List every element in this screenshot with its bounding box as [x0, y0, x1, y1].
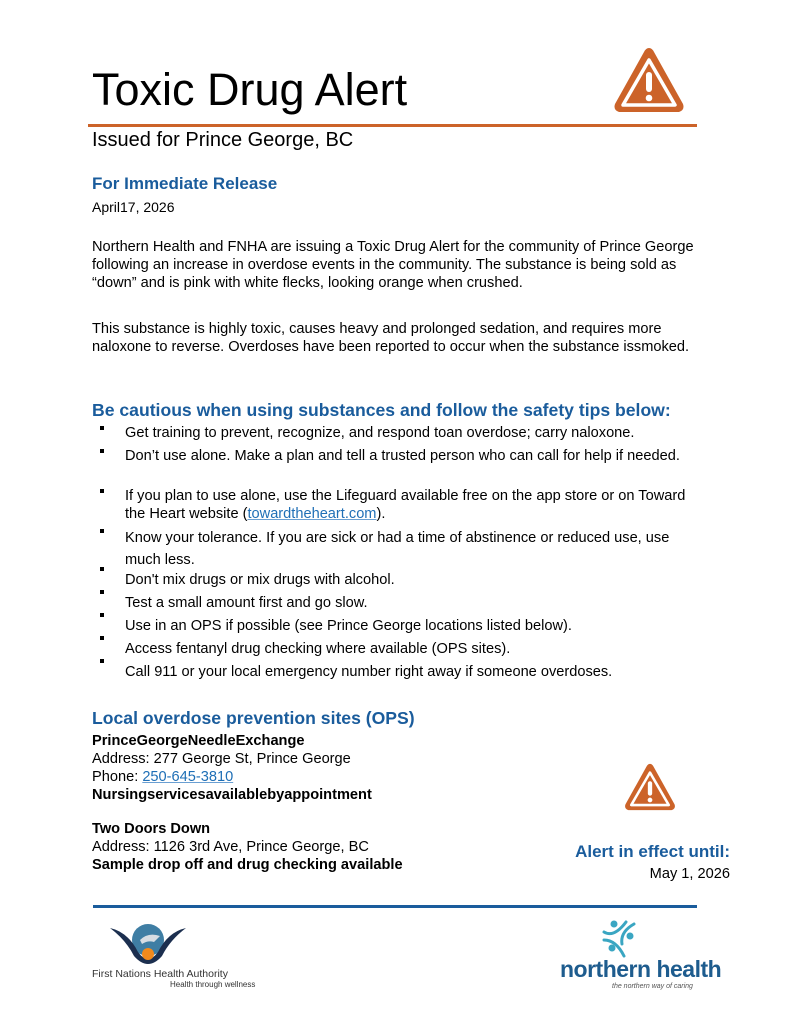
- bullet-icon: [100, 613, 104, 617]
- intro-paragraph: Northern Health and FNHA are issuing a Toxic Drug Alert for the community of Prince George following an increase in overdose events in the community. The substance is being sold as “down” and is pink with white flecks, looking orange when crushed.: [92, 239, 694, 291]
- site-address: Address: 1126 3rd Ave, Prince George, BC: [92, 839, 369, 855]
- ops-heading: Local overdose prevention sites (OPS): [92, 708, 415, 728]
- release-heading: For Immediate Release: [92, 174, 278, 193]
- page-subtitle: Issued for Prince George, BC: [92, 129, 354, 151]
- ops-site-1: [92, 732, 372, 804]
- bullet-icon: [100, 426, 104, 430]
- footer-divider: [93, 905, 697, 908]
- effect-heading: Alert in effect until:: [575, 842, 730, 861]
- effect-date: May 1, 2026: [649, 866, 730, 882]
- release-date: April17, 2026: [92, 199, 175, 215]
- safety-heading: Be cautious when using substances and follow the safety tips below:: [92, 400, 671, 420]
- site-note: Sample drop off and drug checking available: [92, 857, 403, 873]
- northern-health-logo-icon: [600, 918, 640, 960]
- warning-triangle-icon: [611, 44, 687, 116]
- header-divider: [88, 124, 697, 127]
- fnha-tagline: Health through wellness: [170, 980, 256, 989]
- towardtheheart-link[interactable]: towardtheheart.com: [247, 506, 377, 522]
- site-note: Nursingservicesavailablebyappointment: [92, 787, 372, 803]
- fnha-name: First Nations Health Authority: [92, 968, 228, 980]
- northern-health-name: northern health: [560, 956, 722, 982]
- site-name: PrinceGeorgeNeedleExchange: [92, 733, 305, 749]
- page-title: Toxic Drug Alert: [92, 64, 408, 115]
- warning-triangle-icon: [622, 761, 678, 813]
- phone-link[interactable]: 250-645-3810: [142, 769, 234, 785]
- bullet-icon: [100, 449, 104, 453]
- bullet-icon: [100, 567, 104, 571]
- bullet-icon: [100, 636, 104, 640]
- bullet-icon: [100, 529, 104, 533]
- northern-health-tagline: the northern way of caring: [612, 983, 693, 990]
- bullet-icon: [100, 590, 104, 594]
- bullet-icon: [100, 489, 104, 493]
- site-address: Address: 277 George St, Prince George: [92, 751, 351, 767]
- fnha-logo-icon: [108, 922, 188, 968]
- site-phone: Phone: 250-645-3810: [92, 769, 234, 785]
- bullet-icon: [100, 659, 104, 663]
- ops-site-2: [92, 820, 403, 874]
- toxicity-paragraph: This substance is highly toxic, causes heavy and prolonged sedation, and requires more naloxone to reverse. Overdoses have been reported to occur when the substance issmoked.: [92, 321, 690, 355]
- site-name: Two Doors Down: [92, 821, 211, 837]
